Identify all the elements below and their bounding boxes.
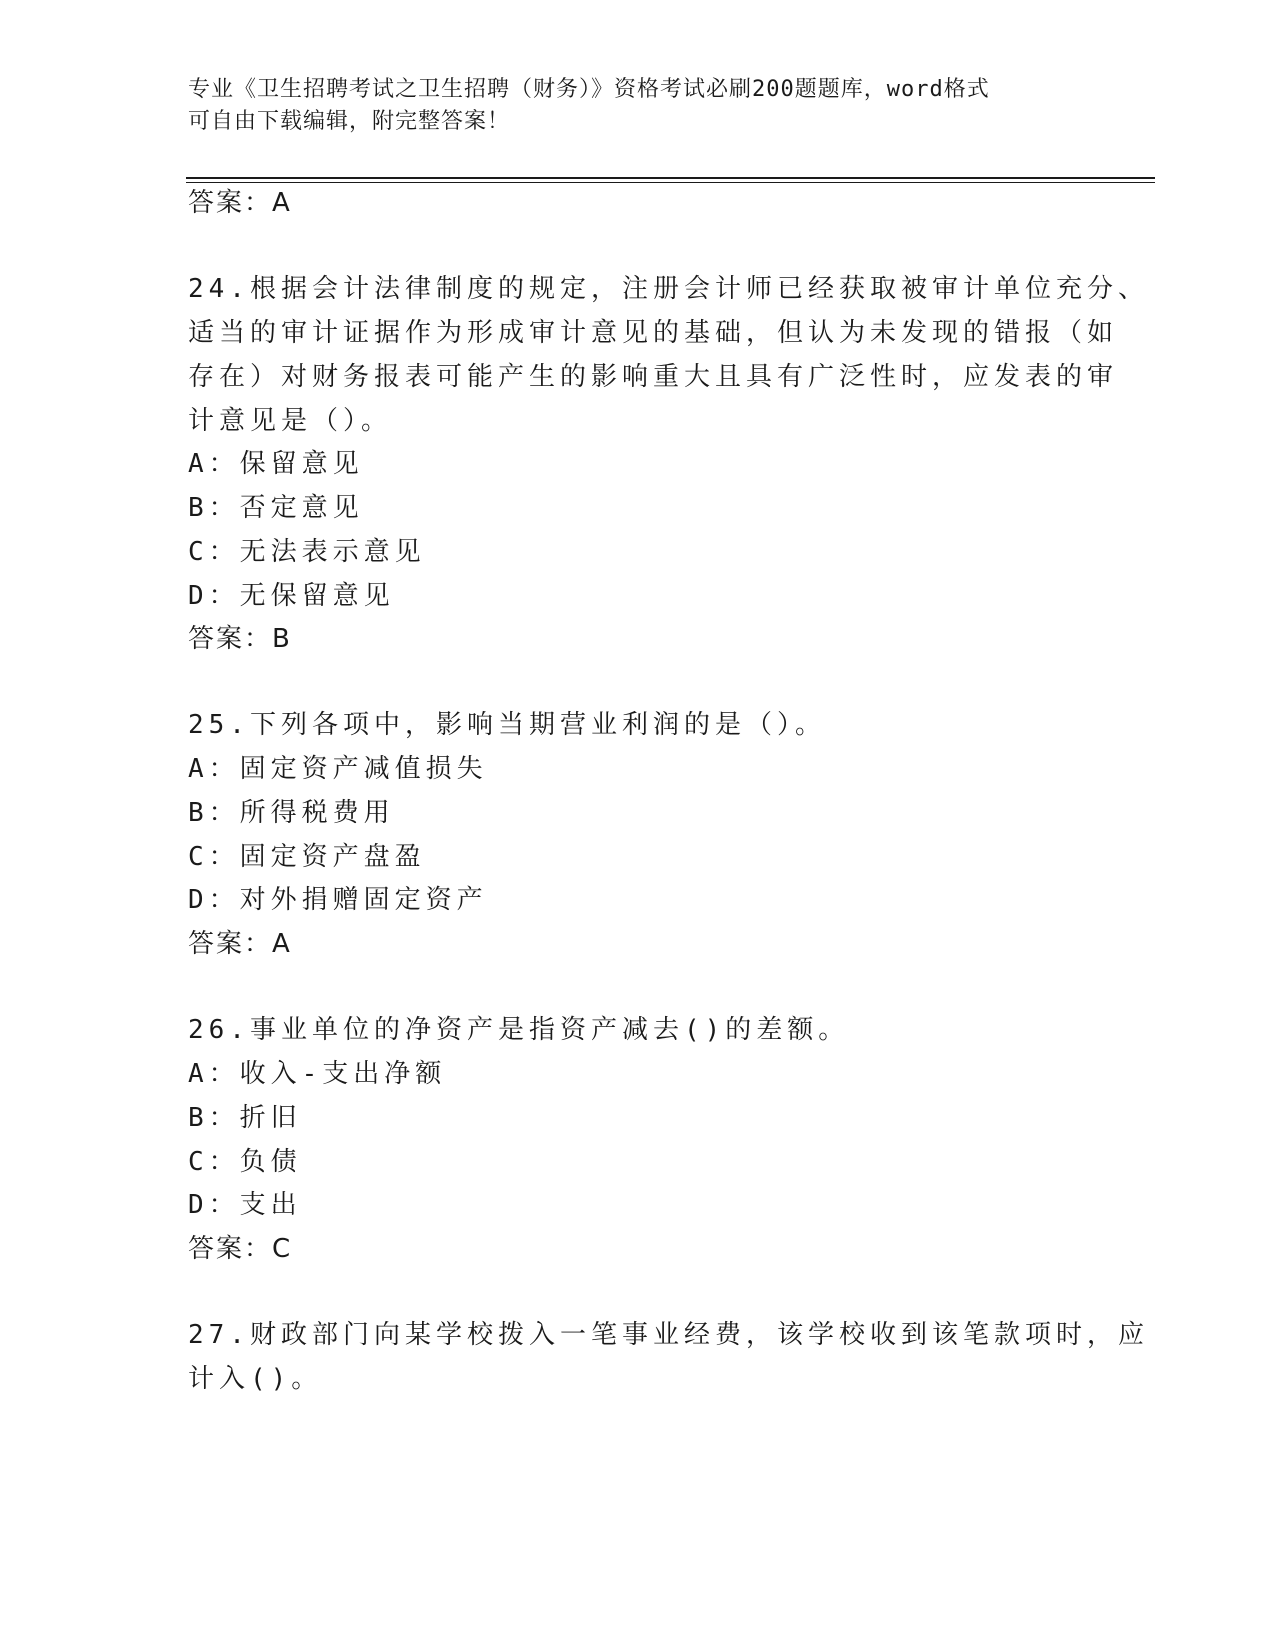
q24-option-a: A：保留意见 [188,449,364,479]
q25-option-d: D：对外捐赠固定资产 [188,885,488,915]
q25-option-b: B：所得税费用 [188,798,395,828]
q24-stem-line-3: 存在）对财务报表可能产生的影响重大且具有广泛性时，应发表的审 [188,362,1119,392]
q26-option-a: A：收入-支出净额 [188,1059,447,1089]
q24-stem-line-1: 24.根据会计法律制度的规定，注册会计师已经获取被审计单位充分、 [188,274,1149,304]
q24-answer: 答案：B [188,624,292,654]
q25-option-a: A：固定资产减值损失 [188,754,488,784]
document-header [188,74,1068,138]
q26-stem-line-1: 26.事业单位的净资产是指资产减去()的差额。 [188,1015,850,1045]
q25-answer: 答案：A [188,929,292,959]
q24-stem-line-4: 计意见是（）。 [188,406,393,436]
q24-stem-line-2: 适当的审计证据作为形成审计意见的基础，但认为未发现的错报（如 [188,318,1119,348]
header-line-1: 专业《卫生招聘考试之卫生招聘（财务）》资格考试必刷200题题库，word格式 [188,77,990,102]
q24-option-c: C：无法表示意见 [188,537,426,567]
header-line-2: 可自由下载编辑，附完整答案！ [188,109,511,134]
q24-option-d: D：无保留意见 [188,581,395,611]
q25-stem-line-1: 25.下列各项中，影响当期营业利润的是（）。 [188,710,826,740]
q26-option-d: D：支出 [188,1190,302,1220]
header-divider [186,177,1155,179]
q27-stem-line-2: 计入()。 [188,1364,323,1394]
q25-option-c: C：固定资产盘盈 [188,842,426,872]
answer-23: 答案：A [188,188,292,218]
q26-option-c: C：负债 [188,1147,302,1177]
q26-answer: 答案：C [188,1234,293,1264]
q26-option-b: B：折旧 [188,1103,302,1133]
q24-option-b: B：否定意见 [188,493,364,523]
q27-stem-line-1: 27.财政部门向某学校拨入一笔事业经费，该学校收到该笔款项时，应 [188,1320,1149,1350]
header-divider-thin [186,182,1155,183]
